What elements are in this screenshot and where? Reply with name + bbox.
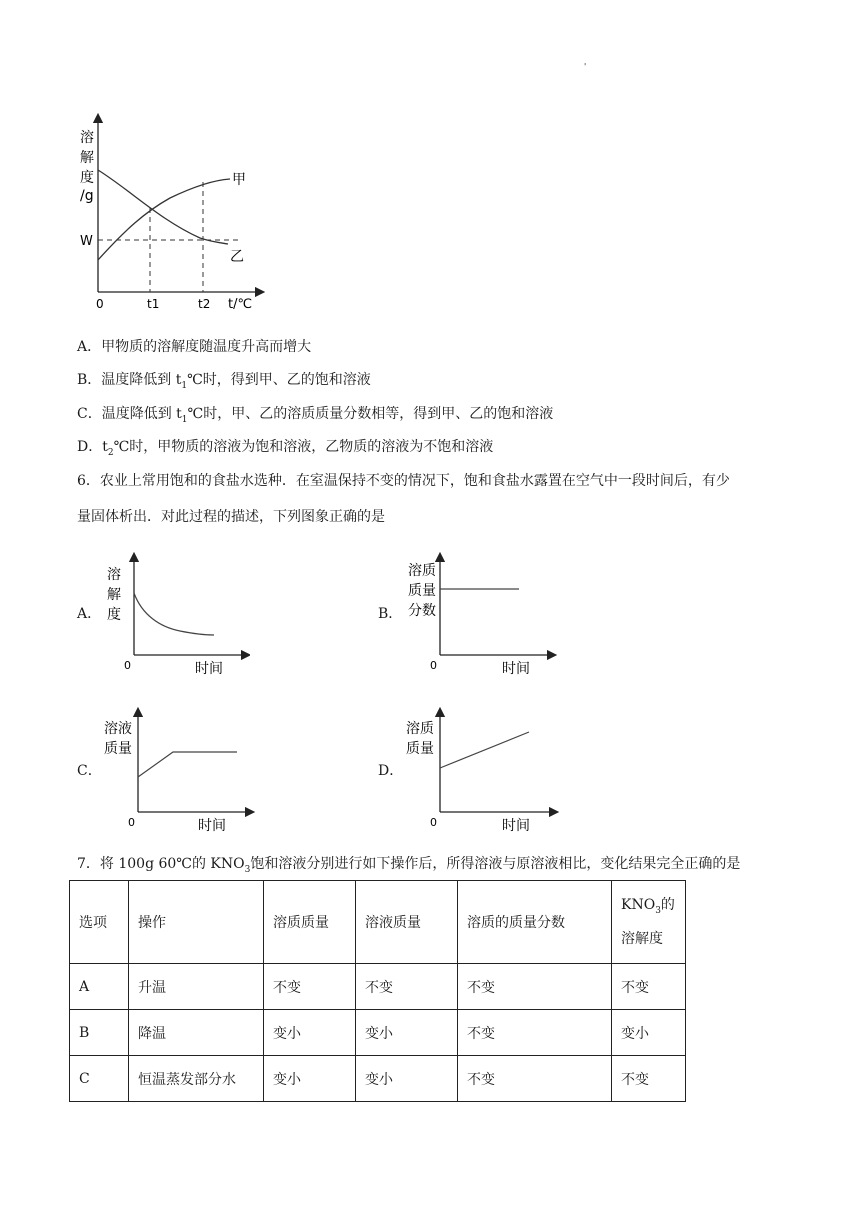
table-cell: 不变 — [612, 1056, 686, 1102]
table-cell: 变小 — [612, 1010, 686, 1056]
q6-graph-a-ylabel — [107, 566, 121, 623]
series-jia-curve — [98, 179, 230, 260]
table-cell: 升温 — [129, 964, 264, 1010]
table-row — [70, 964, 686, 1010]
svg-text:溶质: 溶质 — [406, 721, 434, 737]
table-header-cell: 操作 — [129, 881, 264, 964]
table-cell: 不变 — [458, 1010, 612, 1056]
svg-text:溶: 溶 — [107, 567, 121, 583]
svg-text:溶液: 溶液 — [104, 721, 132, 737]
table-header-cell: 溶质质量 — [264, 881, 356, 964]
q6-graph-d-letter: D． — [378, 763, 404, 779]
q6-graph-c-letter: C． — [77, 763, 102, 779]
svg-text:度: 度 — [80, 170, 94, 186]
q5-option-b: B．温度降低到 $t_1℃$时，得到甲、乙的饱和溶液 — [77, 372, 371, 391]
table-header-cell: 选项 — [70, 881, 129, 964]
svg-text:溶: 溶 — [80, 130, 94, 146]
q5-option-d: D．$t_2℃$时，甲物质的溶液为饱和溶液，乙物质的溶液为不饱和溶液 — [77, 439, 494, 458]
q6-graph-c-ylabel — [104, 720, 132, 757]
svg-text:时间: 时间 — [502, 818, 530, 834]
table-cell: 不变 — [356, 964, 458, 1010]
y-tick-w: W — [80, 234, 93, 249]
table-cell: B — [70, 1010, 129, 1056]
x-tick-t1: t1 — [147, 297, 160, 311]
q6-graph-b-ylabel — [408, 562, 436, 619]
solubility-chart — [70, 110, 270, 320]
q6-stem-line1: 6．农业上常用饱和的食盐水选种．在室温保持不变的情况下，饱和食盐水露置在空气中一段时间后，有少 — [77, 473, 730, 489]
q7-table — [69, 880, 686, 1102]
q5-option-c: C．温度降低到 $t_1℃$时，甲、乙的溶质质量分数相等，得到甲、乙的饱和溶液 — [77, 406, 554, 425]
svg-text:解: 解 — [107, 587, 121, 603]
table-cell: 不变 — [458, 1056, 612, 1102]
svg-text:分数: 分数 — [408, 603, 436, 619]
q6-graph-a — [100, 545, 250, 685]
table-cell: C — [70, 1056, 129, 1102]
q6-graph-d-line — [440, 732, 529, 768]
svg-text:度: 度 — [107, 607, 121, 623]
svg-text:0: 0 — [124, 659, 131, 672]
q6-graph-b — [402, 545, 562, 685]
table-cell: 不变 — [458, 964, 612, 1010]
table-cell: 降温 — [129, 1010, 264, 1056]
svg-text:溶质: 溶质 — [408, 563, 436, 579]
table-header-row — [70, 881, 686, 964]
svg-text:质量: 质量 — [406, 741, 434, 757]
q6-graph-d-ylabel — [406, 720, 434, 757]
table-cell: 变小 — [356, 1010, 458, 1056]
svg-text:0: 0 — [430, 659, 437, 672]
q6-graph-c — [100, 702, 260, 842]
x-axis-label: t/℃ — [228, 297, 253, 312]
q6-graph-b-letter: B． — [378, 606, 403, 622]
table-row — [70, 1010, 686, 1056]
y-axis-label — [80, 129, 94, 204]
table-header-cell: $KNO_3$的 溶解度 — [612, 881, 686, 964]
svg-text:质量: 质量 — [104, 741, 132, 757]
q6-stem-line2: 量固体析出．对此过程的描述，下列图象正确的是 — [77, 509, 385, 525]
table-cell: 不变 — [612, 964, 686, 1010]
q6-graph-d — [402, 702, 562, 842]
series-yi-curve — [98, 170, 228, 244]
svg-text:时间: 时间 — [502, 661, 530, 677]
table-cell: 恒温蒸发部分水 — [129, 1056, 264, 1102]
series-jia-label: 甲 — [232, 172, 246, 188]
series-yi-label: 乙 — [230, 249, 244, 265]
svg-text:0: 0 — [430, 816, 437, 829]
q6-graph-a-curve — [134, 593, 214, 635]
table-header-cell: 溶质的质量分数 — [458, 881, 612, 964]
svg-text:时间: 时间 — [195, 661, 223, 677]
table-cell: 变小 — [264, 1056, 356, 1102]
q5-option-a: A．甲物质的溶解度随温度升高而增大 — [77, 339, 312, 355]
q6-graph-a-letter: A． — [77, 606, 102, 622]
svg-text:质量: 质量 — [408, 583, 436, 599]
q7-stem: 7．将 100g 60℃的 $KNO_3$饱和溶液分别进行如下操作后，所得溶液与原溶液相比，变化结果完全正确的是 — [77, 856, 741, 875]
header-mark: ' — [584, 62, 587, 71]
table-cell: 不变 — [264, 964, 356, 1010]
svg-text:时间: 时间 — [198, 818, 226, 834]
table-cell: 变小 — [264, 1010, 356, 1056]
svg-text:/g: /g — [80, 188, 94, 204]
table-header-cell: 溶液质量 — [356, 881, 458, 964]
table-cell: 变小 — [356, 1056, 458, 1102]
svg-text:解: 解 — [80, 150, 94, 166]
table-cell: A — [70, 964, 129, 1010]
origin-label: 0 — [96, 297, 104, 311]
q6-graph-c-line — [138, 752, 237, 777]
x-tick-t2: t2 — [198, 297, 211, 311]
table-row — [70, 1056, 686, 1102]
svg-text:0: 0 — [128, 816, 135, 829]
